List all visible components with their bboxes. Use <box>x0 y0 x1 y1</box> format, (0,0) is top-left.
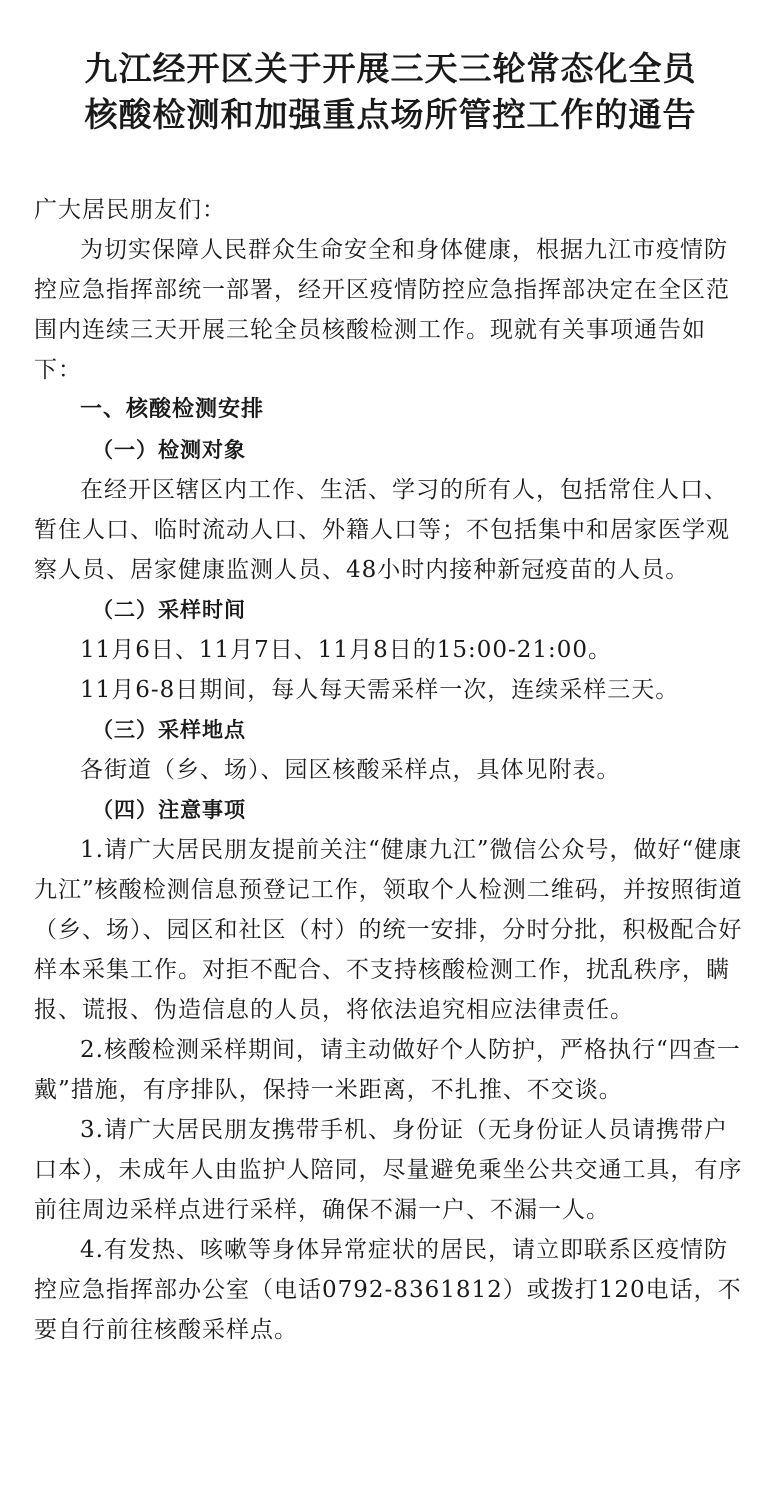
subheading-targets: （一）检测对象 <box>92 438 246 462</box>
title-line-1: 九江经开区关于开展三天三轮常态化全员 <box>84 49 697 88</box>
targets-paragraph: 在经开区辖区内工作、生活、学习的所有人，包括常住人口、暂住人口、临时流动人口、外籍人口等；不包括集中和居家医学观察人员、居家健康监测人员、48小时内接种新冠疫苗的人员。 <box>34 477 730 583</box>
subheading-notes: （四）注意事项 <box>92 798 246 822</box>
note-item-2: 2.核酸检测采样期间，请主动做好个人防护，严格执行“四查一戴”措施，有序排队，保持一米距离，不扎推、不交谈。 <box>34 1037 741 1103</box>
time-line-1: 11月6日、11月7日、11月8日的15:00-21:00。 <box>80 637 613 663</box>
notice-body <box>34 190 747 1350</box>
note-item-3: 3.请广大居民朋友携带手机、身份证（无身份证人员请携带户口本），未成年人由监护人陪同，尽量避免乘坐公共交通工具，有序前往周边采样点进行采样，确保不漏一户、不漏一人。 <box>34 1117 743 1223</box>
title-line-2: 核酸检测和加强重点场所管控工作的通告 <box>84 95 697 134</box>
section-heading-testing: 一、核酸检测安排 <box>80 397 265 422</box>
note-item-1: 1.请广大居民朋友提前关注“健康九江”微信公众号，做好“健康九江”核酸检测信息预登记工作，领取个人检测二维码，并按照街道（乡、场）、园区和社区（村）的统一安排，分时分批，积极配合好样本采集工作。对拒不配合、不支持核酸检测工作，扰乱秩序，瞒报、谎报、伪造信息的人员，将依法追究相应法律责任。 <box>34 837 743 1023</box>
salutation: 广大居民朋友们： <box>34 197 226 223</box>
notice-title <box>34 46 747 138</box>
subheading-time: （二）采样时间 <box>92 598 246 622</box>
note-item-4: 4.有发热、咳嗽等身体异常症状的居民，请立即联系区疫情防控应急指挥部办公室（电话0792-8361812）或拨打120电话，不要自行前往核酸采样点。 <box>34 1237 742 1343</box>
location-paragraph: 各街道（乡、场）、园区核酸采样点，具体见附表。 <box>80 757 621 783</box>
subheading-location: （三）采样地点 <box>92 718 246 742</box>
intro-paragraph: 为切实保障人民群众生命安全和身体健康，根据九江市疫情防控应急指挥部统一部署，经开区疫情防控应急指挥部决定在全区范围内连续三天开展三轮全员核酸检测工作。现就有关事项通告如下： <box>34 237 730 383</box>
time-line-2: 11月6-8日期间，每人每天需采样一次，连续采样三天。 <box>80 677 680 703</box>
